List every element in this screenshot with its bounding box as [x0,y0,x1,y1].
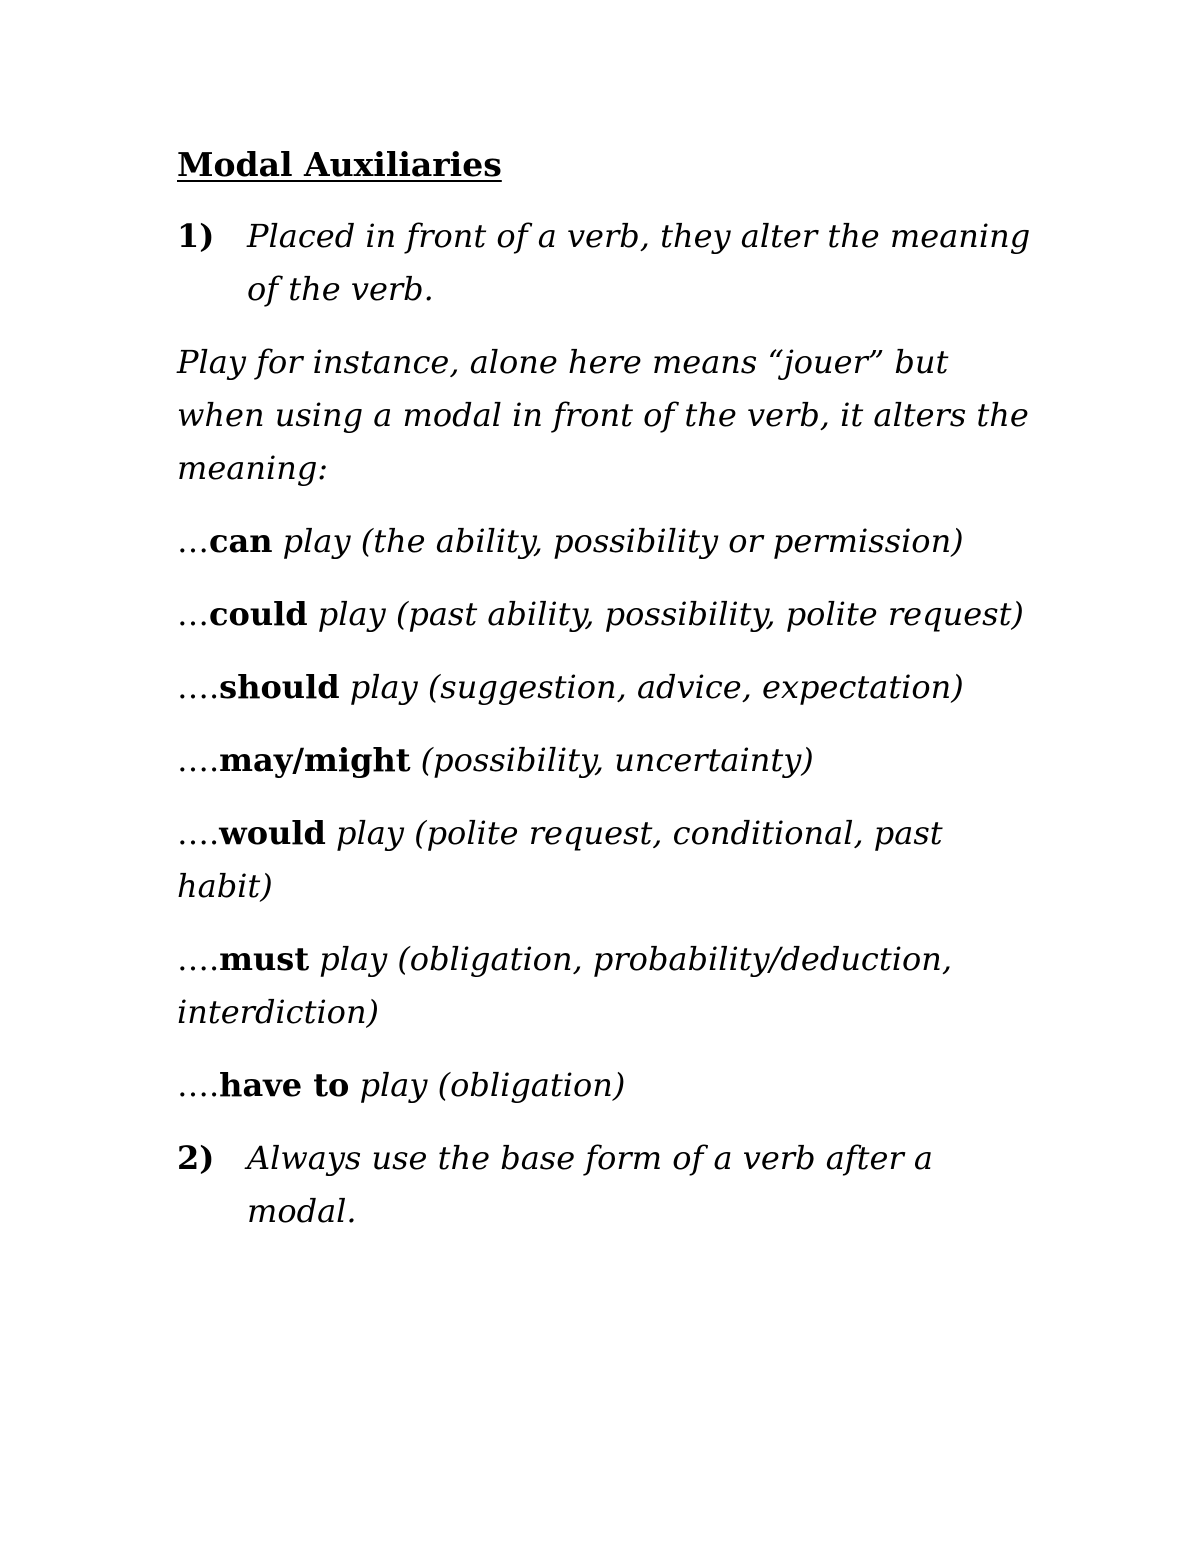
modal-verb: must [219,940,310,978]
modal-verb: could [209,595,308,633]
point-number: 2) [177,1139,215,1177]
modal-line-could [177,588,1037,641]
modal-gloss: (possibility, uncertainty) [410,741,814,779]
modal-verb: would [219,814,326,852]
modal-gloss: play (obligation, probability/deduction, interdiction) [177,940,952,1031]
numbered-point-1 [177,210,1037,316]
modal-line-should [177,661,1037,714]
modal-verb: have to [219,1066,350,1104]
modal-verb: should [219,668,340,706]
explanation-paragraph: Play for instance, alone here means “jouer” but when using a modal in front of the verb, it alters the meaning: [177,343,1029,487]
ellipsis: …. [177,741,220,779]
ellipsis: …. [177,1066,220,1104]
modal-gloss: play (suggestion, advice, expectation) [339,668,964,706]
point-text: Placed in front of a verb, they alter the meaning of the verb. [247,217,1031,308]
ellipsis: … [177,595,209,633]
modal-gloss: play (past ability, possibility, polite request) [307,595,1024,633]
ellipsis: …. [177,814,220,852]
ellipsis: …. [177,940,220,978]
numbered-point-2 [177,1132,1037,1238]
modal-gloss: play (obligation) [349,1066,626,1104]
modal-line-can [177,515,1037,568]
ellipsis: … [177,522,209,560]
point-number: 1) [177,217,215,255]
ellipsis: …. [177,668,220,706]
modal-verb: can [209,522,273,560]
document-page [177,140,1037,1258]
point-text: Always use the base form of a verb after a modal. [247,1139,933,1230]
modal-gloss: play (polite request, conditional, past habit) [177,814,943,905]
modal-line-have-to [177,1059,1037,1112]
modal-gloss: play (the ability, possibility or permission) [272,522,964,560]
modal-line-may-might [177,734,1037,787]
modal-line-would [177,807,1037,913]
modal-verb: may/might [219,741,411,779]
document-title: Modal Auxiliaries [177,145,502,184]
modal-line-must [177,933,1037,1039]
